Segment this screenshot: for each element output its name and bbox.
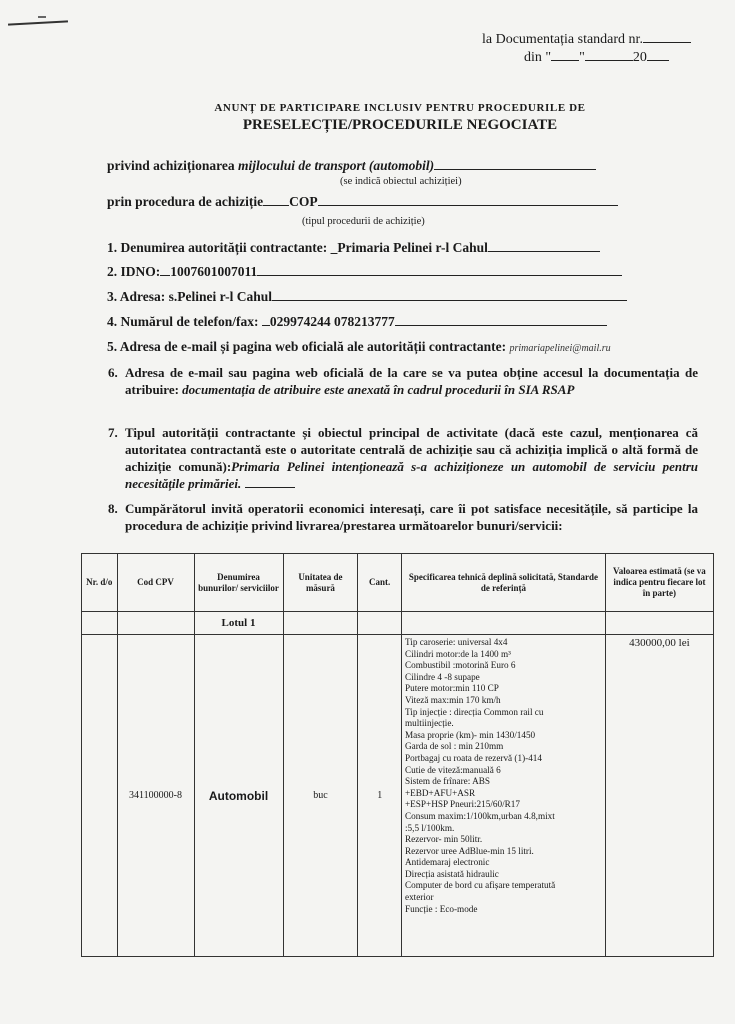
table-header-row (82, 554, 714, 612)
item-3: 3. Adresa: s.Pelinei r-l Cahul (107, 288, 627, 305)
subject-line: privind achiziționarea mijlocului de transport (automobil) (107, 157, 596, 174)
lot-cant-cell (358, 612, 402, 635)
item-6: 6. Adresa de e-mail sau pagina web oficială de la care se va putea obține accesul la documentația de atribuire: documentația de atribuire este anexată în cadrul procedurii în SIA RSAP (108, 365, 698, 397)
item-5: 5. Adresa de e-mail și pagina web oficială ale autorității contractante: primariapelinei@mail.ru (107, 339, 611, 354)
spec-line: Consum maxim:1/100km,urban 4.8,mixt (405, 810, 555, 821)
row-unitate: buc (283, 635, 358, 957)
procurement-table (81, 553, 714, 957)
spec-line: Portbagaj cu roata de rezervă (1)-414 (405, 752, 542, 763)
header-nr: Nr. d/o (82, 554, 118, 612)
row-cpv: 341100000-8 (117, 635, 194, 957)
spec-line: Cilindri motor:de la 1400 m³ (405, 648, 511, 659)
announcement-subtitle: PRESELECȚIE/PROCEDURILE NEGOCIATE (242, 117, 558, 133)
spec-line: multiinjecție. (405, 718, 454, 729)
spec-line: Cilindre 4 -8 supape (405, 671, 480, 682)
lot-cpv-cell (117, 612, 194, 635)
spec-line: Putere motor:min 110 CP (405, 683, 499, 694)
spec-line: Cutie de viteză:manuală 6 (405, 764, 501, 775)
header-cpv: Cod CPV (117, 554, 194, 612)
header-spec: Specificarea tehnică deplină solicitată, Standarde de referință (402, 554, 606, 612)
header-valoare: Valoarea estimată (se va indica pentru fiecare lot în parte) (605, 554, 713, 612)
spec-line: Rezervor uree AdBlue-min 15 litri. (405, 845, 534, 856)
spec-line: Antidemaraj electronic (405, 857, 490, 868)
header-cant: Cant. (358, 554, 402, 612)
row-valoare: 430000,00 lei (605, 635, 713, 957)
document-reference: la Documentația standard nr. din " " 20 (482, 30, 691, 66)
spec-line: Viteză max:min 170 km/h (405, 694, 501, 705)
spec-line: Direcția asistată hidraulic (405, 868, 499, 879)
header-unitate: Unitatea de măsură (283, 554, 358, 612)
row-nr (82, 635, 118, 957)
spec-line: Combustibil :motorină Euro 6 (405, 660, 516, 671)
announcement-title: ANUNȚ DE PARTICIPARE INCLUSIV PENTRU PROCEDURILE DE (214, 102, 586, 114)
spec-line: Sistem de frînare: ABS (405, 776, 490, 787)
lot-value-cell (605, 612, 713, 635)
lot-label: Lotul 1 (194, 612, 283, 635)
item-2: 2. IDNO: 1007601007011 (107, 263, 622, 280)
item-1: 1. Denumirea autorității contractante: _Primaria Pelinei r-l Cahul (107, 239, 600, 256)
spec-line: Tip injecție : direcția Common rail cu (405, 706, 544, 717)
spec-line: Computer de bord cu afișare temperatută (405, 880, 556, 891)
spec-line: +EBD+AFU+ASR (405, 787, 476, 798)
procedure-note: (tipul procedurii de achiziție) (302, 216, 425, 227)
row-denumire: Automobil (194, 635, 283, 957)
spec-line: exterior (405, 892, 434, 903)
spec-list (405, 637, 602, 915)
pen-mark (8, 20, 68, 25)
spec-line: +ESP+HSP Pneuri:215/60/R17 (405, 799, 520, 810)
subject-note: (se indică obiectul achiziției) (340, 176, 462, 187)
spec-line: :5,5 l/100km. (405, 822, 455, 833)
row-spec (402, 635, 606, 957)
spec-line: Masa proprie (km)- min 1430/1450 (405, 729, 536, 740)
row-cant: 1 (358, 635, 402, 957)
spec-line: Garda de sol : min 210mm (405, 741, 504, 752)
header-denumire: Denumirea bunurilor/ serviciilor (194, 554, 283, 612)
table-row (82, 635, 714, 957)
procedure-line: prin procedura de achiziție COP (107, 193, 618, 210)
spec-line: Rezervor- min 50litr. (405, 834, 483, 845)
email-value: primariapelinei@mail.ru (509, 343, 611, 354)
item-8: 8. Cumpărătorul invită operatorii economici interesați, care îi pot satisface necesitățile, să participe la procedura de achiziție privind livrarea/prestarea următoarelor bunuri/servicii: (108, 501, 698, 533)
item-7: 7. Tipul autorității contractante și obiectul principal de activitate (dacă este cazul, menționarea că autoritatea contractantă este o autoritate centrală de achiziție sau că achiziția implică o altă formă de achiziție comună):Primaria Pelinei intenționează s-a achiziționeze un automobil de serviciu pentru necesitățile primăriei. (108, 425, 698, 491)
lot-row (82, 612, 714, 635)
spec-line: Tip caroserie: universal 4x4 (405, 637, 508, 647)
lot-spec-cell (402, 612, 606, 635)
item-4: 4. Numărul de telefon/fax: 029974244 078213777 (107, 313, 607, 330)
spec-line: Funcție : Eco-mode (405, 903, 478, 914)
pen-mark-small (38, 16, 46, 18)
lot-unit-cell (283, 612, 358, 635)
lot-nr-cell (82, 612, 118, 635)
